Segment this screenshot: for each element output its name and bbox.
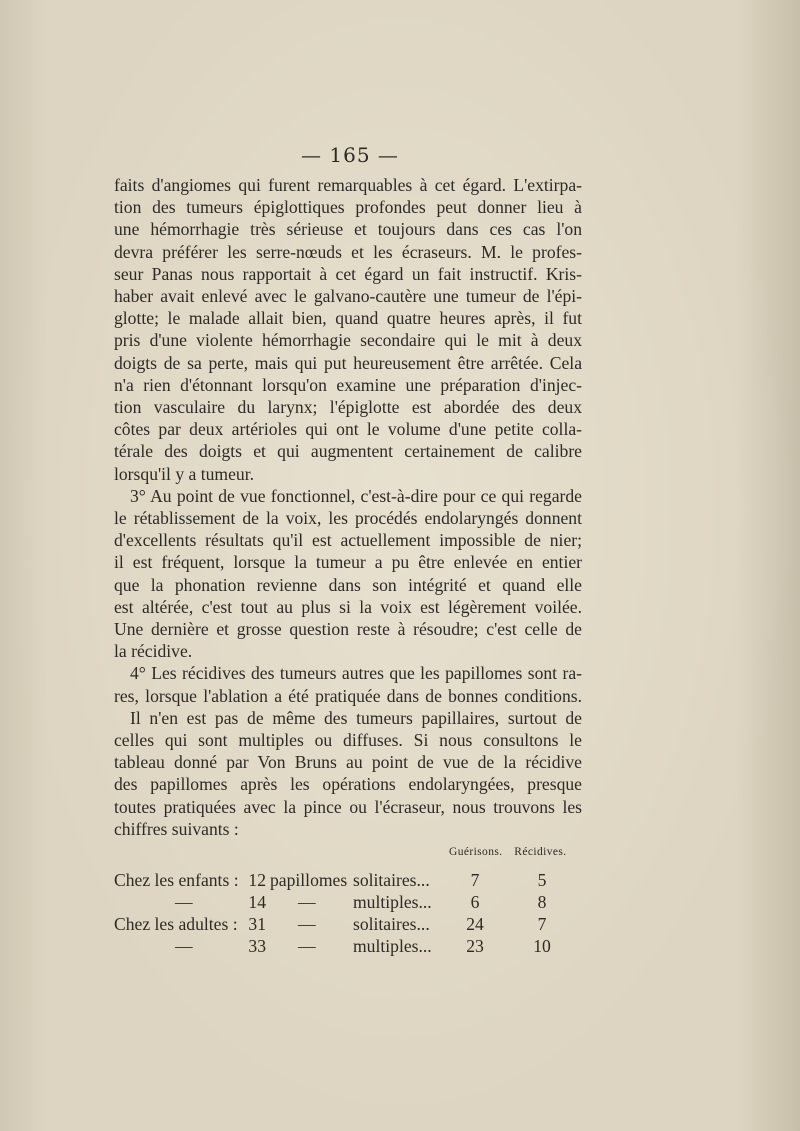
row-guerisons: 7 [470, 870, 480, 890]
text-line: tion des tumeurs épiglottiques profondes peut donner lieu à [114, 197, 582, 218]
row-recidives: 5 [537, 870, 547, 890]
header-guerisons: Guérisons. [449, 846, 503, 858]
table-row [0, 914, 800, 938]
row-kind: — [298, 936, 316, 956]
text-line: lorsqu'il y a tumeur. [114, 463, 254, 484]
text-line: des papillomes après les opérations endolaryngées, presque [114, 774, 582, 795]
text-line: d'excellents résultats qu'il est actuellement impossible de nier; [114, 530, 582, 551]
row-guerisons: 6 [470, 892, 480, 912]
row-group: Chez les adultes : [114, 914, 238, 934]
row-kind: papillomes [270, 870, 348, 890]
text-line: 4° Les récidives des tumeurs autres que les papillomes sont ra- [130, 663, 582, 684]
text-line: n'a rien d'étonnant lorsqu'on examine une préparation d'injec- [114, 374, 582, 395]
text-line: chiffres suivants : [114, 818, 239, 839]
row-kind: — [298, 892, 316, 912]
row-recidives: 7 [537, 914, 547, 934]
text-line: faits d'angiomes qui furent remarquables à cet égard. L'extirpa- [114, 175, 582, 195]
text-line: doigts de sa perte, mais qui put heureusement être arrêtée. Cela [114, 352, 582, 373]
row-count: 31 [248, 914, 266, 934]
text-line: haber avait enlevé avec le galvano-cautère une tumeur de l'épi- [114, 286, 582, 307]
page-number: — 165 — [301, 143, 399, 167]
text-line: que la phonation revienne dans son intégrité et quand elle [114, 574, 582, 595]
row-recidives: 10 [533, 936, 551, 956]
row-count: 14 [248, 892, 266, 912]
row-kind: — [298, 914, 316, 934]
text-line: il est fréquent, lorsque la tumeur a pu être enlevée en entier [114, 552, 582, 573]
text-line: la récidive. [114, 641, 193, 662]
text-line: côtes par deux artérioles qui ont le volume d'une petite colla- [114, 419, 582, 440]
text-line: tableau donné par Von Bruns au point de vue de la récidive [114, 752, 582, 773]
text-line: pris d'une violente hémorrhagie secondaire qui le mit à deux [114, 330, 582, 351]
row-type: multiples... [353, 936, 432, 956]
text-line: devra préférer les serre-nœuds et les écraseurs. M. le profes- [114, 241, 582, 262]
text-line: res, lorsque l'ablation a été pratiquée dans de bonnes conditions. [114, 685, 582, 706]
table-header [449, 846, 567, 858]
text-line: Il n'en est pas de même des tumeurs papillaires, surtout de [130, 707, 582, 728]
header-recidives: Récidives. [514, 846, 567, 858]
row-guerisons: 23 [466, 936, 484, 956]
table-row [0, 892, 800, 916]
row-recidives: 8 [537, 892, 547, 912]
text-line: glotte; le malade allait bien, quand quatre heures après, il fut [114, 308, 582, 329]
text-line: Une dernière et grosse question reste à résoudre; c'est celle de [114, 619, 582, 640]
text-line: est altérée, c'est tout au plus si la voix est légèrement voilée. [114, 596, 582, 617]
table-row [0, 870, 800, 894]
row-group: Chez les enfants : [114, 870, 239, 890]
text-line: tion vasculaire du larynx; l'épiglotte est abordée des deux [114, 397, 582, 418]
row-count: 12 [248, 870, 266, 890]
row-group: — [175, 936, 193, 956]
text-line: le rétablissement de la voix, les procédés endolaryngés donnent [114, 508, 582, 529]
text-line: celles qui sont multiples ou diffuses. Si nous consultons le [114, 730, 582, 751]
text-line: une hémorrhagie très sérieuse et toujours dans ces cas l'on [114, 219, 582, 240]
row-type: solitaires... [353, 914, 430, 934]
row-type: solitaires... [353, 870, 430, 890]
table-row [0, 936, 800, 960]
row-guerisons: 24 [466, 914, 484, 934]
text-line: térale des doigts et qui augmentent certainement de calibre [114, 441, 582, 462]
body-text [114, 174, 582, 840]
text-line: 3° Au point de vue fonctionnel, c'est-à-dire pour ce qui regarde [130, 485, 582, 506]
row-type: multiples... [353, 892, 432, 912]
row-count: 33 [248, 936, 266, 956]
text-line: toutes pratiquées avec la pince ou l'écraseur, nous trouvons les [114, 796, 582, 817]
row-group: — [175, 892, 193, 912]
text-line: seur Panas nous rapportait à cet égard un fait instructif. Kris- [114, 263, 582, 284]
